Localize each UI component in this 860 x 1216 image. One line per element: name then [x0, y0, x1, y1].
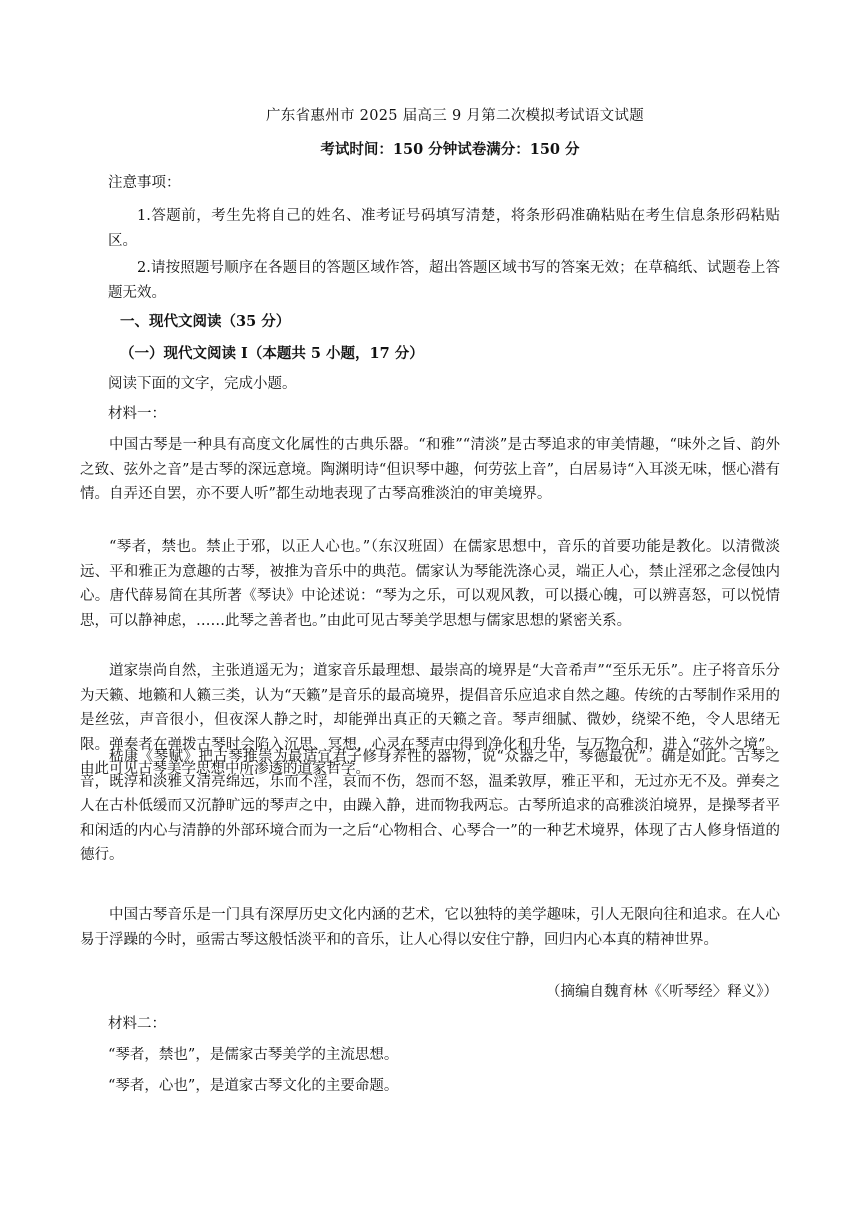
material2-paragraph-2: “琴者，心也”，是道家古琴文化的主要命题。: [108, 1078, 399, 1094]
notes-item-2: 2.请按照题号顺序在各题目的答题区域作答，超出答题区域书写的答案无效；在草稿纸、试题卷上答题无效。: [108, 260, 780, 301]
notes-item-1: 1.答题前，考生先将自己的姓名、准考证号码填写清楚，将条形码准确粘贴在考生信息条形码粘贴区。: [108, 208, 780, 249]
material1-paragraph-3: 道家崇尚自然，主张逍遥无为；道家音乐最理想、最崇高的境界是“大音希声”“至乐无乐”。庄子将音乐分为天籁、地籁和人籁三类，认为“天籁”是音乐的最高境界，提倡音乐应追求自然之趣。传统的古琴制作采用的是丝弦，声音很小，但夜深人静之时，却能弹出真正的天籁之音。琴声细腻、微妙，绕梁不绝，令人思绪无限。弹奏者在弹拨古琴时会陷入沉思、冥想，心灵在琴声中得到净化和升华，与万物合和，进入“弦外之境”。由此可见古琴美学思想中所渗透的道家哲学。: [80, 663, 780, 777]
material2-paragraph-1: “琴者，禁也”，是儒家古琴美学的主流思想。: [108, 1047, 399, 1063]
material2-label: 材料二：: [108, 1016, 166, 1032]
section-instruction: 阅读下面的文字，完成小题。: [108, 376, 297, 392]
material1-paragraph-5: 中国古琴音乐是一门具有深厚历史文化内涵的艺术，它以独特的美学趣味，引人无限向往和追求。在人心易于浮躁的今时，亟需古琴这般恬淡平和的音乐，让人心得以安住宁静，回归内心本真的精神世界。: [80, 907, 780, 948]
section-subheading: （一）现代文阅读 I（本题共 5 小题，17 分）: [120, 345, 424, 362]
material1-paragraph-1: 中国古琴是一种具有高度文化属性的古典乐器。“和雅”“清淡”是古琴追求的审美情趣，“味外之旨、韵外之致、弦外之音”是古琴的深远意境。陶渊明诗“但识琴中趣，何劳弦上音”，白居易诗“入耳淡无味，惬心潜有情。自弄还自罢，亦不要人听”都生动地表现了古琴高雅淡泊的审美境界。: [80, 437, 780, 502]
section-heading: 一、现代文阅读（35 分）: [120, 313, 291, 330]
exam-title: 广东省惠州市 2025 届高三 9 月第二次模拟考试语文试题: [265, 108, 645, 124]
material1-label: 材料一：: [108, 406, 166, 422]
exam-subtitle: 考试时间：150 分钟试卷满分：150 分: [320, 141, 580, 158]
material1-paragraph-4: 嵇康《琴赋》把古琴推崇为最适宜君子修身养性的器物，说“众器之中，琴德最优”。确是如此。古琴之音，既淳和淡雅又清亮绵远，乐而不淫，哀而不伤，怨而不怒，温柔敦厚，雅正平和，无过亦无不及。弹奏之人在古朴低缓而又沉静旷远的琴声之中，由躁入静，进而物我两忘。古琴所追求的高雅淡泊境界，是操琴者平和闲适的内心与清静的外部环境合而为一之后“心物相合、心琴合一”的一种艺术境界，体现了古人修身悟道的德行。: [80, 749, 780, 863]
material1-source: （摘编自魏育林《〈听琴经〉释义》）: [546, 984, 778, 1000]
notes-heading: 注意事项：: [108, 175, 181, 191]
material1-paragraph-2: “琴者，禁也。禁止于邪，以正人心也。”（东汉班固）在儒家思想中，音乐的首要功能是教化。以清微淡远、平和雅正为意趣的古琴，被推为音乐中的典范。儒家认为琴能洗涤心灵，端正人心，禁止淫邪之念侵蚀内心。唐代薛易简在其所著《琴诀》中论述说：“琴为之乐，可以观风教，可以摄心魄，可以辨喜怒，可以悦情思，可以静神虑，……此琴之善者也。”由此可见古琴美学思想与儒家思想的紧密关系。: [80, 539, 780, 629]
